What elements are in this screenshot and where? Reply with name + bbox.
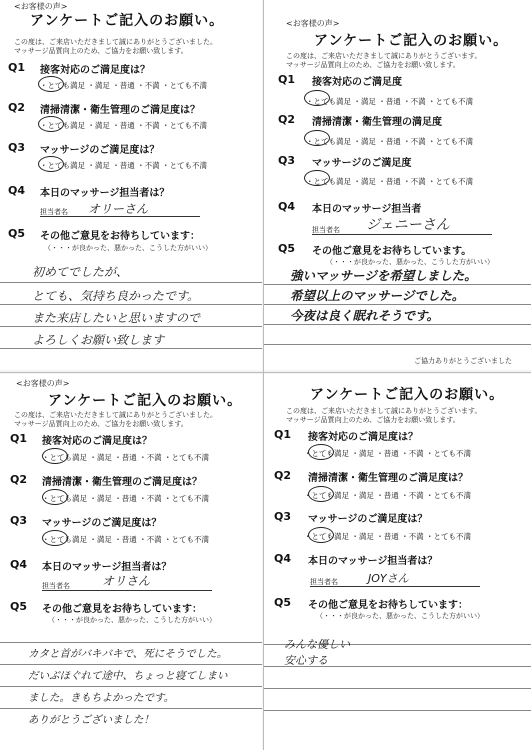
comment-line-3: ました。きもちよかったです。 (28, 692, 175, 704)
survey-card-top-left (0, 0, 262, 370)
comment-line-1: 初めてでしたが、 (32, 265, 129, 279)
comment-line-2: 希望以上のマッサージでした。 (290, 288, 465, 303)
answer-line (0, 326, 262, 327)
q3-number: Q3 (274, 510, 292, 523)
staff-name: ジェニーさん (366, 217, 450, 233)
answer-line (264, 710, 531, 711)
answer-line (0, 642, 262, 643)
answer-line (0, 304, 262, 305)
q1-options: ・とても満足 ・満足 ・普通 ・不満 ・とても不満 (304, 449, 472, 458)
card-title: アンケートご記入のお願い。 (30, 13, 225, 29)
q5-hint: （・・・が良かった、悪かった、こうした方がいい） (326, 258, 494, 266)
card-tag: <お客様の声> (286, 19, 340, 28)
card-title: アンケートご記入のお願い。 (310, 387, 505, 403)
q2-number: Q2 (278, 113, 296, 126)
q5-hint: （・・・が良かった、悪かった、こうした方がいい） (44, 244, 212, 252)
q3-options: ・とても満足 ・満足 ・普通 ・不満 ・とても不満 (306, 177, 474, 186)
q2-text: 清掃清潔・衛生管理のご満足度は？ (308, 473, 468, 484)
card-tag: <お客様の声> (16, 379, 70, 388)
card-tag: <お客様の声> (14, 2, 68, 11)
q2-selection-circle (304, 130, 330, 146)
q2-text: 清掃清潔・衛生管理のご満足度は？ (42, 477, 202, 488)
q3-selection-circle (304, 170, 330, 186)
comment-line-2: だいぶほぐれて途中、ちょっと寝てしまい (28, 670, 228, 682)
q5-number: Q5 (274, 596, 292, 609)
staff-underline (310, 586, 480, 587)
q4-text: 本日のマッサージ担当者は？ (42, 562, 172, 573)
q3-text: マッサージのご満足度は？ (308, 514, 428, 525)
q5-hint: （・・・が良かった、悪かった、こうした方がいい） (48, 616, 216, 624)
card-title: アンケートご記入のお願い。 (314, 33, 509, 49)
q2-number: Q2 (274, 469, 292, 482)
intro-line-2: マッサージ品質向上のため、ご協力をお願い致します。 (14, 420, 188, 428)
q2-selection-circle (42, 489, 68, 505)
q1-selection-circle (38, 76, 64, 92)
q3-text: マッサージのご満足度は？ (40, 145, 160, 156)
comment-line-1: みんな優しい (284, 638, 350, 651)
q5-text: その他ご意見をお待ちしています。 (312, 246, 472, 257)
card-title: アンケートご記入のお願い。 (48, 393, 243, 409)
q2-options: ・とても満足 ・満足 ・普通 ・不満 ・とても不満 (40, 121, 208, 130)
q1-text: 接客対応のご満足度 (312, 77, 402, 88)
q3-selection-circle (42, 530, 68, 546)
staff-underline (40, 216, 200, 217)
q3-options: ・とても満足 ・満足 ・普通 ・不満 ・とても不満 (304, 532, 472, 541)
q3-number: Q3 (278, 154, 296, 167)
q3-options: ・とても満足 ・満足 ・普通 ・不満 ・とても不満 (42, 535, 210, 544)
q4-number: Q4 (278, 200, 296, 213)
q1-text: 接客対応のご満足度は？ (42, 436, 152, 447)
q5-text: その他ご意見をお待ちしています： (42, 604, 202, 615)
staff-label: 担当者名 (42, 582, 70, 590)
answer-line (264, 344, 531, 345)
q3-selection-circle (308, 527, 334, 543)
comment-line-4: ありがとうございました！ (28, 714, 154, 726)
comment-line-3: また来店したいと思いますので (32, 311, 201, 325)
q2-options: ・とても満足 ・満足 ・普通 ・不満 ・とても不満 (42, 494, 210, 503)
intro-line-2: マッサージ品質向上のため、ご協力をお願い致します。 (286, 61, 460, 69)
answer-line (0, 686, 262, 687)
q5-number: Q5 (8, 227, 26, 240)
q2-options: ・とても満足 ・満足 ・普通 ・不満 ・とても不満 (306, 137, 474, 146)
q3-text: マッサージのご満足度 (312, 158, 412, 169)
survey-card-bottom-right (264, 374, 531, 750)
q5-number: Q5 (278, 242, 296, 255)
q2-number: Q2 (8, 101, 26, 114)
q1-number: Q1 (8, 61, 26, 74)
answer-line (0, 348, 262, 349)
q3-number: Q3 (8, 141, 26, 154)
q2-text: 清掃清潔・衛生管理の満足度 (312, 117, 442, 128)
q5-hint: （・・・が良かった、悪かった、こうした方がいい） (316, 612, 484, 620)
intro-line-1: この度は、ご来店いただきまして誠にありがとうございました。 (14, 411, 217, 419)
q2-options: ・とても満足 ・満足 ・普通 ・不満 ・とても不満 (304, 491, 472, 500)
answer-line (0, 708, 262, 709)
q5-text: その他ご意見をお待ちしています： (40, 231, 200, 242)
staff-underline (312, 234, 492, 235)
q4-number: Q4 (274, 552, 292, 565)
staff-name: オリーさん (88, 202, 149, 216)
comment-line-4: よろしくお願い致します (32, 333, 165, 347)
q1-selection-circle (304, 90, 330, 106)
answer-line (0, 664, 262, 665)
comment-line-2: 安心する (284, 654, 328, 667)
q5-number: Q5 (10, 600, 28, 613)
q3-selection-circle (38, 156, 64, 172)
q3-text: マッサージのご満足度は？ (42, 518, 162, 529)
q1-text: 接客対応のご満足度は？ (40, 65, 150, 76)
staff-underline (42, 590, 212, 591)
q1-selection-circle (308, 444, 334, 460)
staff-name: オリさん (102, 574, 151, 588)
q1-options: ・とても満足 ・満足 ・普通 ・不満 ・とても不満 (306, 97, 474, 106)
answer-line (0, 282, 262, 283)
q5-text: その他ご意見をお待ちしています： (308, 600, 468, 611)
q4-text: 本日のマッサージ担当者 (312, 204, 422, 215)
staff-label: 担当者名 (40, 208, 68, 216)
answer-line (264, 284, 531, 285)
q1-number: Q1 (278, 73, 296, 86)
q2-selection-circle (38, 116, 64, 132)
q4-number: Q4 (10, 558, 28, 571)
answer-line (264, 688, 531, 689)
intro-line-1: この度は、ご来店いただきまして誠にありがとうございます。 (286, 52, 482, 60)
answer-line (264, 304, 531, 305)
intro-line-2: マッサージ品質向上のため、ご協力をお願い致します。 (14, 47, 188, 55)
survey-card-top-right (264, 0, 531, 370)
q1-number: Q1 (10, 432, 28, 445)
q2-text: 清掃清潔・衛生管理のご満足度は？ (40, 105, 200, 116)
horizontal-divider (0, 372, 531, 373)
comment-line-1: 強いマッサージを希望しました。 (290, 268, 477, 283)
q1-options: ・とても満足 ・満足 ・普通 ・不満 ・とても不満 (40, 81, 208, 90)
comment-line-1: カタと首がバキバキで、死にそうでした。 (28, 648, 228, 660)
q2-number: Q2 (10, 473, 28, 486)
q4-number: Q4 (8, 184, 26, 197)
q1-selection-circle (42, 448, 68, 464)
q4-text: 本日のマッサージ担当者は？ (308, 556, 438, 567)
intro-line-2: マッサージ品質向上のため、ご協力をお願い致します。 (286, 416, 460, 424)
q1-options: ・とても満足 ・満足 ・普通 ・不満 ・とても不満 (42, 453, 210, 462)
q2-selection-circle (308, 486, 334, 502)
q4-text: 本日のマッサージ担当者は？ (40, 188, 170, 199)
comment-line-2: とても、気持ち良かったです。 (32, 289, 200, 303)
survey-card-bottom-left (0, 374, 262, 750)
answer-line (264, 324, 531, 325)
thanks-footer: ご協力ありがとうございました (414, 357, 512, 365)
staff-label: 担当者名 (310, 578, 338, 586)
q3-options: ・とても満足 ・満足 ・普通 ・不満 ・とても不満 (40, 161, 208, 170)
q1-text: 接客対応のご満足度は？ (308, 432, 418, 443)
staff-label: 担当者名 (312, 226, 340, 234)
q3-number: Q3 (10, 514, 28, 527)
staff-name: JOYさん (368, 572, 409, 585)
comment-line-3: 今夜は良く眠れそうです。 (290, 308, 440, 323)
q1-number: Q1 (274, 428, 292, 441)
intro-line-1: この度は、ご来店いただきまして誠にありがとうございました。 (14, 38, 217, 46)
intro-line-1: この度は、ご来店いただきまして誠にありがとうございます。 (286, 407, 482, 415)
